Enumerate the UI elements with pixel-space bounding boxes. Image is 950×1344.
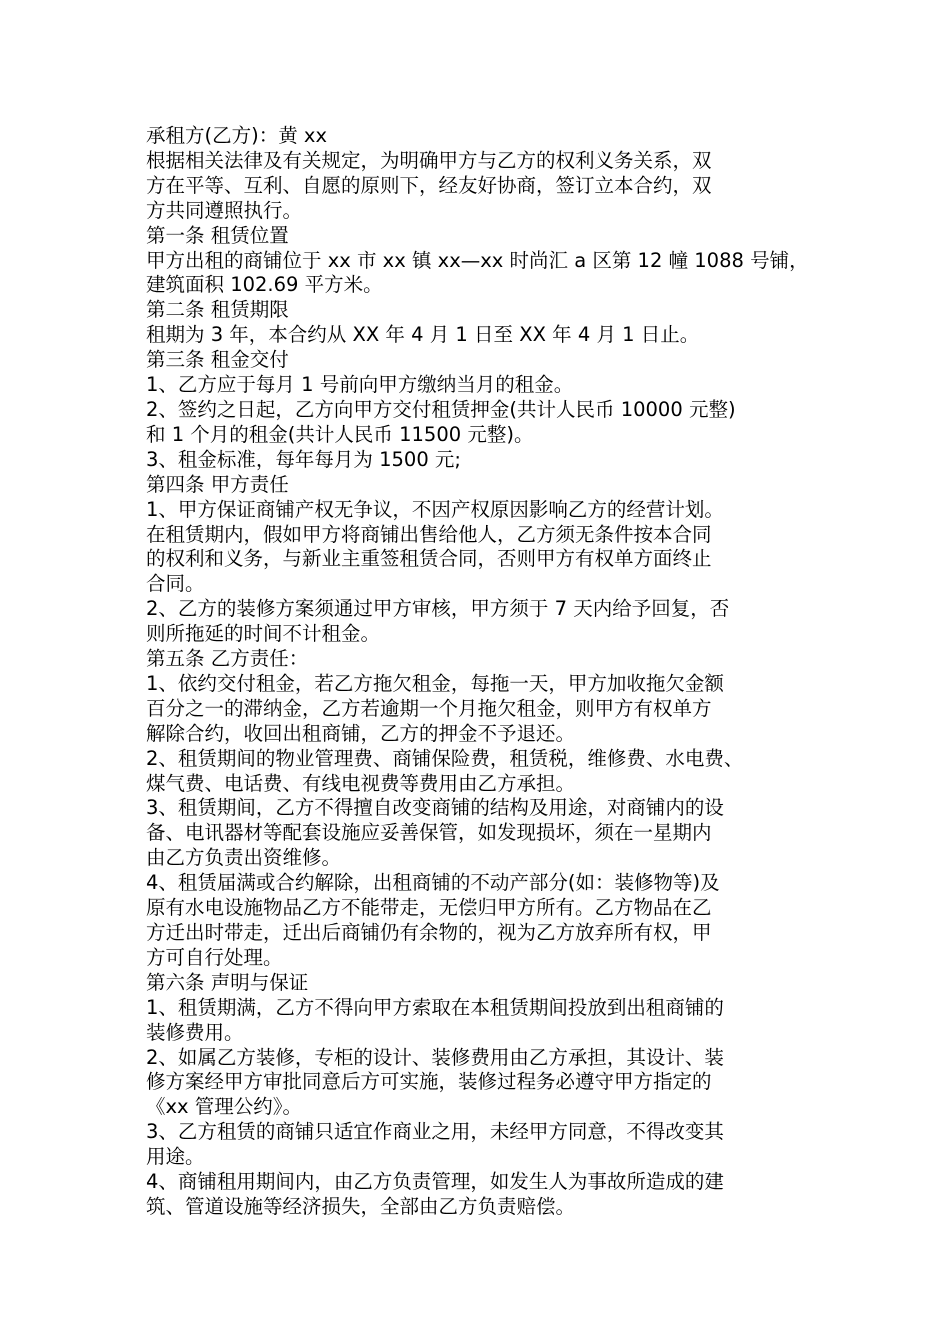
document-line: 方迁出时带走，迁出后商铺仍有余物的，视为乙方放弃所有权，甲 (146, 921, 712, 944)
document-line: 2、如属乙方装修，专柜的设计、装修费用由乙方承担，其设计、装 (146, 1045, 724, 1069)
document-line: 用途。 (146, 1145, 205, 1169)
document-line: 第三条 租金交付 (146, 348, 289, 372)
document-line: 第四条 甲方责任 (146, 472, 289, 496)
document-line: 筑、管道设施等经济损失，全部由乙方负责赔偿。 (146, 1194, 576, 1218)
document-line: 第五条 乙方责任： (146, 647, 309, 671)
document-line: 建筑面积 102.69 平方米。 (146, 273, 383, 297)
document-line: 方可自行处理。 (146, 945, 283, 969)
document-line: 修方案经甲方审批同意后方可实施，装修过程务必遵守甲方指定的 (146, 1070, 712, 1094)
document-line: 租期为 3 年，本合约从 XX 年 4 月 1 日至 XX 年 4 月 1 日止。 (146, 323, 700, 347)
document-line: 则所拖延的时间不计租金。 (146, 622, 381, 646)
document-line: 方在平等、互利、自愿的原则下，经友好协商，签订立本合约，双 (146, 173, 712, 197)
document-line: 2、乙方的装修方案须通过甲方审核，甲方须于 7 天内给予回复，否 (146, 597, 730, 621)
document-line: 由乙方负责出资维修。 (146, 846, 342, 870)
document-line: 煤气费、电话费、有线电视费等费用由乙方承担。 (146, 771, 576, 795)
document-line: 1、乙方应于每月 1 号前向甲方缴纳当月的租金。 (146, 373, 574, 397)
document-line: 第二条 租赁期限 (146, 298, 289, 322)
document-line: 1、依约交付租金，若乙方拖欠租金，每拖一天，甲方加收拖欠金额 (146, 671, 724, 695)
document-line: 合同。 (146, 572, 205, 596)
document-line: 2、租赁期间的物业管理费、商铺保险费，租赁税，维修费、水电费、 (146, 746, 744, 770)
document-line: 备、电讯器材等配套设施应妥善保管，如发现损坏，须在一星期内 (146, 821, 712, 845)
document-line: 3、乙方租赁的商铺只适宜作商业之用，未经甲方同意，不得改变其 (146, 1120, 724, 1144)
document-line: 百分之一的滞纳金，乙方若逾期一个月拖欠租金，则甲方有权单方 (146, 696, 712, 720)
document-line: 在租赁期内，假如甲方将商铺出售给他人，乙方须无条件按本合同 (146, 522, 712, 546)
document-line: 装修费用。 (146, 1020, 244, 1044)
document-line: 解除合约，收回出租商铺，乙方的押金不予退还。 (146, 721, 576, 745)
document-line: 1、租赁期满，乙方不得向甲方索取在本租赁期间投放到出租商铺的 (146, 995, 724, 1019)
document-line: 4、商铺租用期间内，由乙方负责管理，如发生人为事故所造成的建 (146, 1170, 724, 1194)
document-line: 方共同遵照执行。 (146, 198, 303, 222)
document-line: 原有水电设施物品乙方不能带走，无偿归甲方所有。乙方物品在乙 (146, 896, 712, 920)
document-line: 第六条 声明与保证 (146, 970, 309, 994)
document-line: 根据相关法律及有关规定，为明确甲方与乙方的权利义务关系，双 (146, 148, 712, 172)
document-line: 甲方出租的商铺位于 xx 市 xx 镇 xx—xx 时尚汇 a 区第 12 幢 1088 号铺， (146, 248, 809, 272)
document-line: 2、签约之日起，乙方向甲方交付租赁押金(共计人民币 10000 元整) (146, 397, 736, 421)
document-body (146, 124, 826, 1220)
document-line: 《xx 管理公约》。 (146, 1095, 303, 1119)
document-line: 1、甲方保证商铺产权无争议，不因产权原因影响乙方的经营计划。 (146, 497, 724, 521)
document-line: 承租方(乙方)：黄 xx (146, 124, 327, 147)
document-line: 的权利和义务，与新业主重签租赁合同，否则甲方有权单方面终止 (146, 547, 712, 571)
document-line: 和 1 个月的租金(共计人民币 11500 元整)。 (146, 422, 534, 446)
document-line: 4、租赁届满或合约解除，出租商铺的不动产部分(如：装修物等)及 (146, 871, 720, 895)
document-line: 第一条 租赁位置 (146, 223, 289, 247)
document-line: 3、租赁期间，乙方不得擅自改变商铺的结构及用途，对商铺内的设 (146, 796, 724, 820)
document-line: 3、租金标准，每年每月为 1500 元; (146, 447, 461, 471)
